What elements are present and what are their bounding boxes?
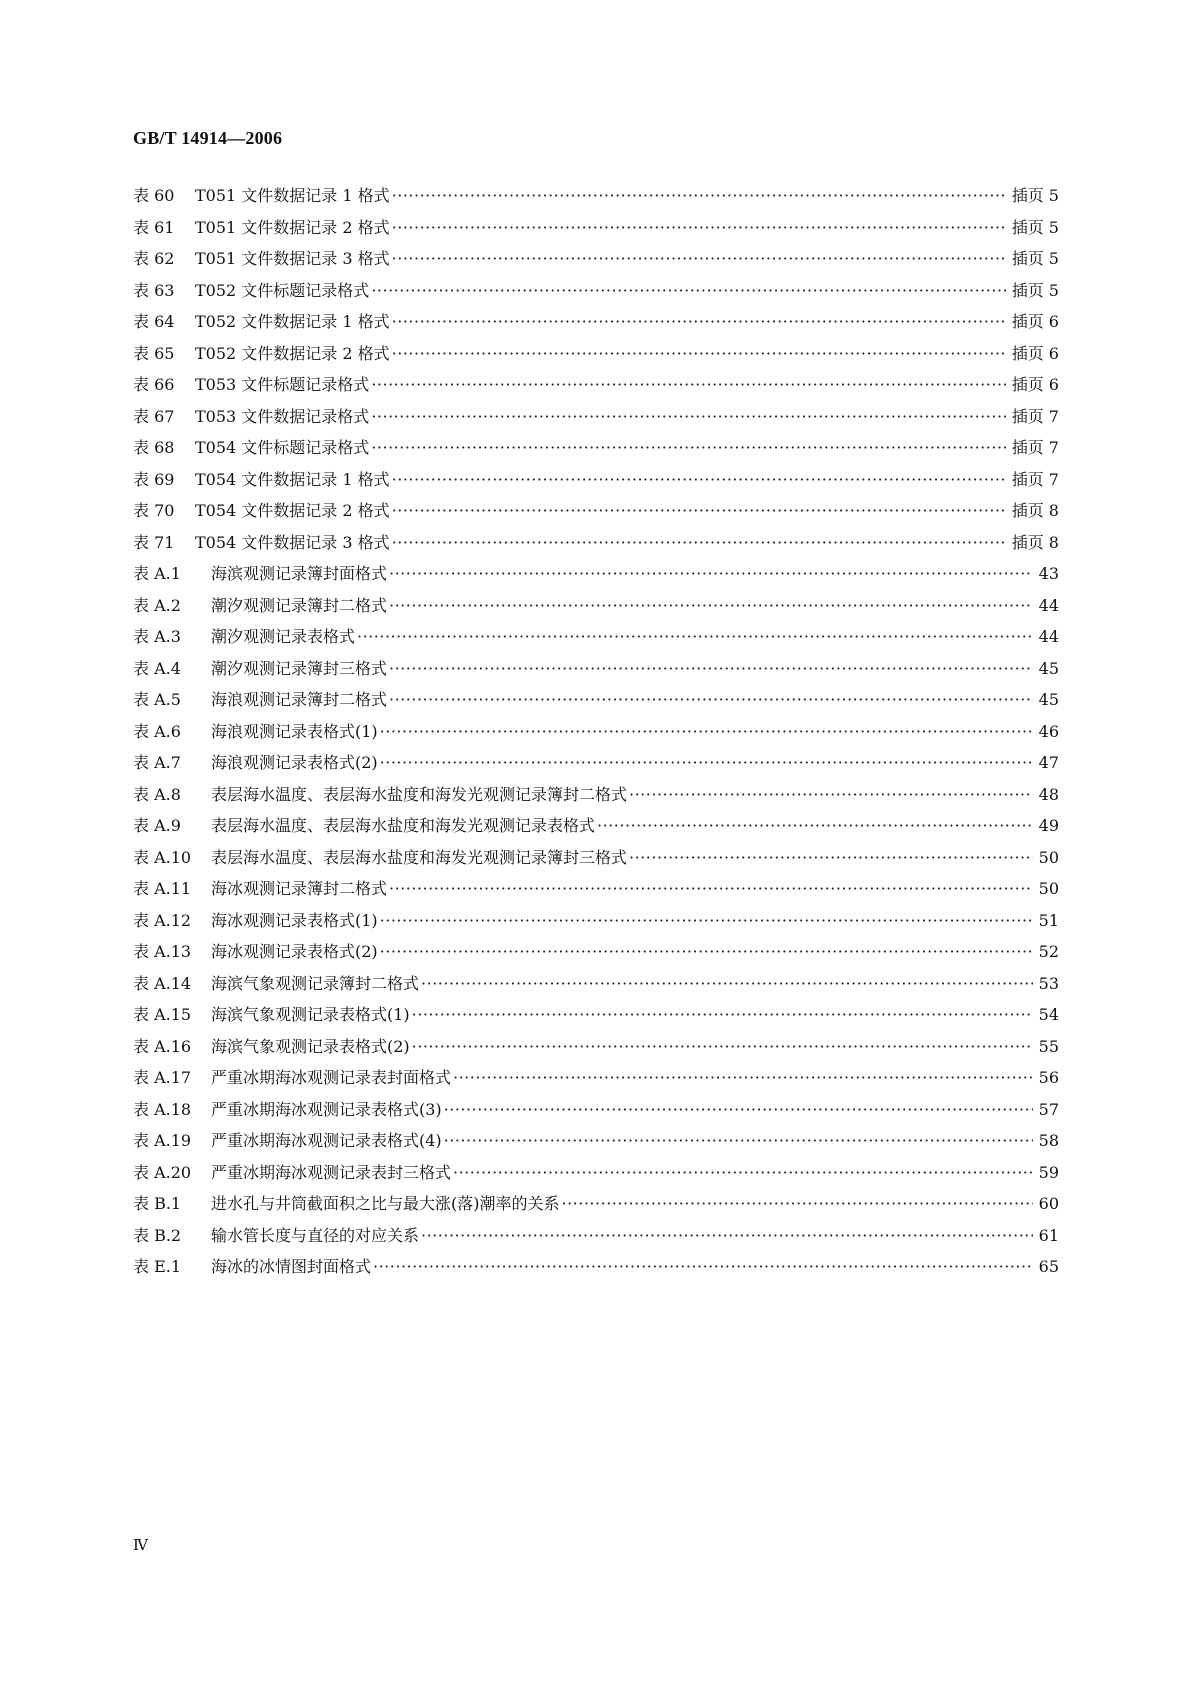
toc-dot-leader: [389, 558, 1033, 590]
toc-entry: [133, 369, 1059, 401]
toc-entry: [133, 527, 1059, 559]
table-of-contents: [133, 180, 1059, 1283]
toc-entry-page: 插页 5: [1011, 280, 1059, 300]
toc-dot-leader: [389, 684, 1033, 716]
toc-entry-page: 58: [1038, 1131, 1059, 1150]
toc-entry-id: 表 A.11: [133, 879, 192, 898]
toc-entry-title: T054 文件数据记录 1 格式: [195, 469, 390, 489]
toc-entry-title: 严重冰期海冰观测记录表格式(3): [211, 1099, 442, 1119]
toc-entry-title: T053 文件数据记录格式: [195, 406, 370, 426]
toc-entry-page: 插页 7: [1011, 406, 1059, 426]
toc-entry-id: 表 71: [133, 532, 175, 552]
toc-entry-id: 表 65: [133, 343, 175, 363]
toc-entry: [133, 905, 1059, 937]
toc-entry-id: 表 A.17: [133, 1068, 192, 1087]
toc-entry: [133, 999, 1059, 1031]
toc-entry-title: 表层海水温度、表层海水盐度和海发光观测记录表格式: [211, 816, 596, 835]
toc-entry-page: 插页 6: [1011, 375, 1059, 394]
toc-dot-leader: [392, 495, 1006, 527]
toc-entry: [133, 495, 1059, 527]
toc-entry-page: 50: [1038, 879, 1059, 898]
toc-entry-title: T051 文件数据记录 1 格式: [195, 186, 390, 205]
toc-entry-title: 海冰观测记录簿封二格式: [211, 879, 388, 898]
toc-entry-id: 表 A.3: [133, 627, 181, 646]
toc-dot-leader: [371, 369, 1005, 401]
toc-entry-title: T054 文件数据记录 2 格式: [195, 501, 390, 520]
toc-entry-id: 表 A.7: [133, 753, 181, 772]
toc-entry-title: 海冰观测记录表格式(2): [211, 942, 378, 961]
standard-code-header: GB/T 14914—2006: [133, 128, 283, 148]
toc-entry: [133, 1125, 1059, 1157]
toc-entry-title: T053 文件标题记录格式: [195, 375, 370, 394]
toc-entry-id: 表 70: [133, 501, 175, 520]
toc-entry-title: 严重冰期海冰观测记录表封三格式: [211, 1162, 452, 1182]
toc-entry-page: 插页 8: [1011, 532, 1059, 552]
toc-entry-title: 潮汐观测记录簿封二格式: [211, 595, 388, 615]
toc-entry-id: 表 66: [133, 375, 175, 394]
toc-entry-id: 表 A.8: [133, 784, 181, 804]
toc-dot-leader: [373, 1251, 1033, 1283]
toc-entry-id: 表 A.6: [133, 721, 181, 741]
toc-entry-title: 海滨气象观测记录表格式(2): [211, 1036, 410, 1056]
toc-entry-page: 44: [1038, 595, 1059, 615]
toc-dot-leader: [629, 842, 1033, 874]
toc-entry: [133, 936, 1059, 968]
toc-entry-page: 插页 5: [1011, 249, 1059, 268]
toc-entry-id: 表 A.9: [133, 816, 181, 835]
toc-entry-title: 海滨观测记录簿封面格式: [211, 564, 388, 583]
toc-dot-leader: [392, 243, 1006, 275]
toc-dot-leader: [380, 936, 1033, 968]
toc-entry-page: 45: [1038, 658, 1059, 678]
toc-dot-leader: [453, 1062, 1033, 1094]
toc-dot-leader: [392, 306, 1006, 338]
toc-entry: [133, 432, 1059, 464]
toc-entry-id: 表 67: [133, 406, 175, 426]
toc-dot-leader: [421, 1220, 1033, 1252]
toc-entry: [133, 558, 1059, 590]
toc-entry: [133, 275, 1059, 307]
toc-entry-id: 表 A.19: [133, 1131, 192, 1150]
toc-dot-leader: [412, 1031, 1033, 1063]
toc-entry: [133, 747, 1059, 779]
toc-entry: [133, 716, 1059, 748]
toc-entry-id: 表 A.13: [133, 942, 192, 961]
toc-entry-id: 表 A.14: [133, 973, 192, 993]
toc-dot-leader: [389, 653, 1033, 685]
toc-entry-title: 海浪观测记录簿封二格式: [211, 690, 388, 709]
toc-entry-id: 表 61: [133, 217, 175, 237]
toc-entry-title: T052 文件数据记录 2 格式: [195, 343, 390, 363]
toc-entry: [133, 401, 1059, 433]
toc-entry: [133, 1251, 1059, 1283]
toc-entry: [133, 621, 1059, 653]
toc-entry-page: 48: [1038, 784, 1059, 804]
toc-entry: [133, 212, 1059, 244]
toc-dot-leader: [453, 1157, 1033, 1189]
toc-dot-leader: [389, 873, 1033, 905]
toc-entry-page: 50: [1038, 847, 1059, 867]
toc-dot-leader: [380, 716, 1033, 748]
toc-dot-leader: [357, 621, 1033, 653]
toc-entry-page: 54: [1038, 1005, 1059, 1024]
toc-dot-leader: [421, 968, 1033, 1000]
toc-entry-id: 表 A.12: [133, 910, 192, 930]
toc-entry-page: 44: [1038, 627, 1059, 646]
toc-entry-page: 59: [1038, 1162, 1059, 1182]
toc-entry: [133, 338, 1059, 370]
toc-dot-leader: [444, 1094, 1033, 1126]
toc-entry-id: 表 68: [133, 438, 175, 457]
toc-entry-page: 插页 7: [1011, 438, 1059, 457]
toc-entry: [133, 1094, 1059, 1126]
toc-entry: [133, 1157, 1059, 1189]
toc-entry: [133, 653, 1059, 685]
toc-entry-page: 46: [1038, 721, 1059, 741]
toc-entry-page: 57: [1038, 1099, 1059, 1119]
toc-dot-leader: [371, 432, 1005, 464]
toc-entry-id: 表 62: [133, 249, 175, 268]
toc-entry-page: 插页 8: [1011, 501, 1059, 520]
toc-entry-id: 表 A.18: [133, 1099, 192, 1119]
toc-entry-page: 56: [1038, 1068, 1059, 1087]
toc-entry-page: 60: [1038, 1194, 1059, 1213]
toc-entry-page: 53: [1038, 973, 1059, 993]
toc-entry-id: 表 69: [133, 469, 175, 489]
toc-entry: [133, 842, 1059, 874]
toc-dot-leader: [392, 464, 1006, 496]
toc-dot-leader: [444, 1125, 1033, 1157]
toc-entry-page: 61: [1038, 1225, 1059, 1245]
toc-entry-id: 表 64: [133, 312, 175, 331]
toc-entry-title: T051 文件数据记录 2 格式: [195, 217, 390, 237]
toc-entry-id: 表 E.1: [133, 1257, 182, 1276]
toc-entry-page: 51: [1038, 910, 1059, 930]
toc-entry-id: 表 A.16: [133, 1036, 192, 1056]
toc-entry: [133, 1220, 1059, 1252]
toc-entry-page: 52: [1038, 942, 1059, 961]
toc-entry-id: 表 A.15: [133, 1005, 192, 1024]
toc-entry-title: 严重冰期海冰观测记录表封面格式: [211, 1068, 452, 1087]
toc-entry: [133, 810, 1059, 842]
toc-entry: [133, 873, 1059, 905]
toc-entry-page: 插页 6: [1011, 343, 1059, 363]
toc-entry-title: 海滨气象观测记录表格式(1): [211, 1005, 410, 1024]
toc-entry-page: 插页 5: [1011, 217, 1059, 237]
toc-dot-leader: [380, 905, 1033, 937]
toc-entry-page: 65: [1038, 1257, 1059, 1276]
page-number: Ⅳ: [133, 1538, 148, 1554]
toc-entry-title: 输水管长度与直径的对应关系: [211, 1225, 420, 1245]
toc-entry-title: 进水孔与井筒截面积之比与最大涨(落)潮率的关系: [211, 1194, 560, 1213]
toc-entry-title: 海滨气象观测记录簿封二格式: [211, 973, 420, 993]
toc-dot-leader: [562, 1188, 1033, 1220]
toc-entry-page: 插页 6: [1011, 312, 1059, 331]
toc-entry: [133, 590, 1059, 622]
toc-entry-title: T052 文件数据记录 1 格式: [195, 312, 390, 331]
toc-entry-page: 45: [1038, 690, 1059, 709]
toc-dot-leader: [380, 747, 1033, 779]
toc-dot-leader: [392, 212, 1006, 244]
toc-dot-leader: [371, 275, 1005, 307]
toc-entry-id: 表 A.2: [133, 595, 181, 615]
toc-dot-leader: [392, 338, 1006, 370]
toc-entry: [133, 779, 1059, 811]
toc-dot-leader: [412, 999, 1033, 1031]
toc-dot-leader: [392, 527, 1006, 559]
toc-entry-title: 潮汐观测记录表格式: [211, 627, 356, 646]
toc-entry-title: 表层海水温度、表层海水盐度和海发光观测记录簿封三格式: [211, 847, 628, 867]
toc-entry-title: 潮汐观测记录簿封三格式: [211, 658, 388, 678]
toc-entry-id: 表 A.4: [133, 658, 181, 678]
toc-entry: [133, 968, 1059, 1000]
toc-dot-leader: [392, 180, 1006, 212]
toc-entry-title: 严重冰期海冰观测记录表格式(4): [211, 1131, 442, 1150]
toc-entry-title: T051 文件数据记录 3 格式: [195, 249, 390, 268]
toc-entry-page: 47: [1038, 753, 1059, 772]
toc-entry-title: T054 文件标题记录格式: [195, 438, 370, 457]
toc-entry-id: 表 A.10: [133, 847, 192, 867]
toc-entry-page: 43: [1038, 564, 1059, 583]
toc-entry-id: 表 A.1: [133, 564, 181, 583]
toc-entry-id: 表 B.1: [133, 1194, 182, 1213]
toc-entry-page: 插页 7: [1011, 469, 1059, 489]
toc-entry: [133, 1031, 1059, 1063]
toc-entry-title: 海冰观测记录表格式(1): [211, 910, 378, 930]
toc-entry: [133, 684, 1059, 716]
toc-entry: [133, 1062, 1059, 1094]
toc-entry-id: 表 63: [133, 280, 175, 300]
toc-entry-title: 海冰的冰情图封面格式: [211, 1257, 372, 1276]
toc-entry-page: 55: [1038, 1036, 1059, 1056]
toc-entry-id: 表 60: [133, 186, 175, 205]
toc-dot-leader: [629, 779, 1033, 811]
toc-entry-id: 表 B.2: [133, 1225, 182, 1245]
toc-entry: [133, 1188, 1059, 1220]
toc-entry-title: T054 文件数据记录 3 格式: [195, 532, 390, 552]
toc-entry-page: 49: [1038, 816, 1059, 835]
toc-entry-id: 表 A.5: [133, 690, 181, 709]
toc-entry-id: 表 A.20: [133, 1162, 192, 1182]
toc-dot-leader: [371, 401, 1005, 433]
toc-dot-leader: [389, 590, 1033, 622]
toc-entry-title: 表层海水温度、表层海水盐度和海发光观测记录簿封二格式: [211, 784, 628, 804]
toc-entry-title: 海浪观测记录表格式(2): [211, 753, 378, 772]
toc-entry-page: 插页 5: [1011, 186, 1059, 205]
toc-entry-title: 海浪观测记录表格式(1): [211, 721, 378, 741]
toc-entry: [133, 464, 1059, 496]
toc-entry: [133, 243, 1059, 275]
toc-entry-title: T052 文件标题记录格式: [195, 280, 370, 300]
toc-entry: [133, 306, 1059, 338]
toc-entry: [133, 180, 1059, 212]
toc-dot-leader: [597, 810, 1033, 842]
